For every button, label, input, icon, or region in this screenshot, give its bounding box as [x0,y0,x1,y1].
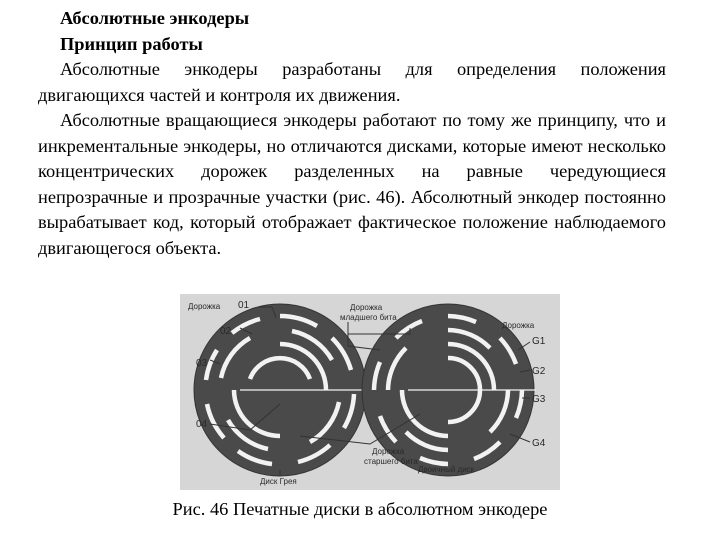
track-label-right: Дорожка [502,321,535,330]
gray-disk-label: Диск Грея [260,477,297,486]
lsb-track-label: младшего бита [340,313,397,322]
track-g4-label: G4 [532,438,546,449]
document-heading: Абсолютные энкодеры [60,8,250,28]
document-text [38,6,666,261]
figure-caption: Рис. 46 Печатные диски в абсолютном энкодере [172,499,548,519]
track-g2-label: G2 [532,366,546,377]
paragraph: Абсолютные энкодеры разработаны для определения положения двигающихся частей и контроля их движения. [38,59,666,105]
track-g3-label: G3 [532,394,546,405]
track-o2-label: 02 [220,326,232,337]
encoder-disks-figure [180,294,560,490]
track-o1-label: 01 [238,300,250,311]
msb-track-label: старшего бита [364,457,418,466]
lsb-track-label: Дорожка [350,303,383,312]
track-g1-label: G1 [532,336,546,347]
track-o3-label: 03 [196,358,208,369]
track-o4-label: 04 [196,419,208,430]
paragraph: Абсолютные вращающиеся энкодеры работают по тому же принципу, что и инкрементальные энкодеры, но отличаются дисками, которые имеют несколько концентрических дорожек разделенных на равные чередующиеся непрозрачные и прозрачные участки (рис. 46). Абсолютный энкодер постоянно вырабатывает код, который отображает фактическое положение наблюдаемого двигающегося объекта. [38,110,666,258]
msb-track-label: Дорожка [372,447,405,456]
binary-disk-label: Двоичный диск [418,465,475,474]
section-heading: Принцип работы [60,33,203,54]
track-label-left: Дорожка [188,302,221,311]
